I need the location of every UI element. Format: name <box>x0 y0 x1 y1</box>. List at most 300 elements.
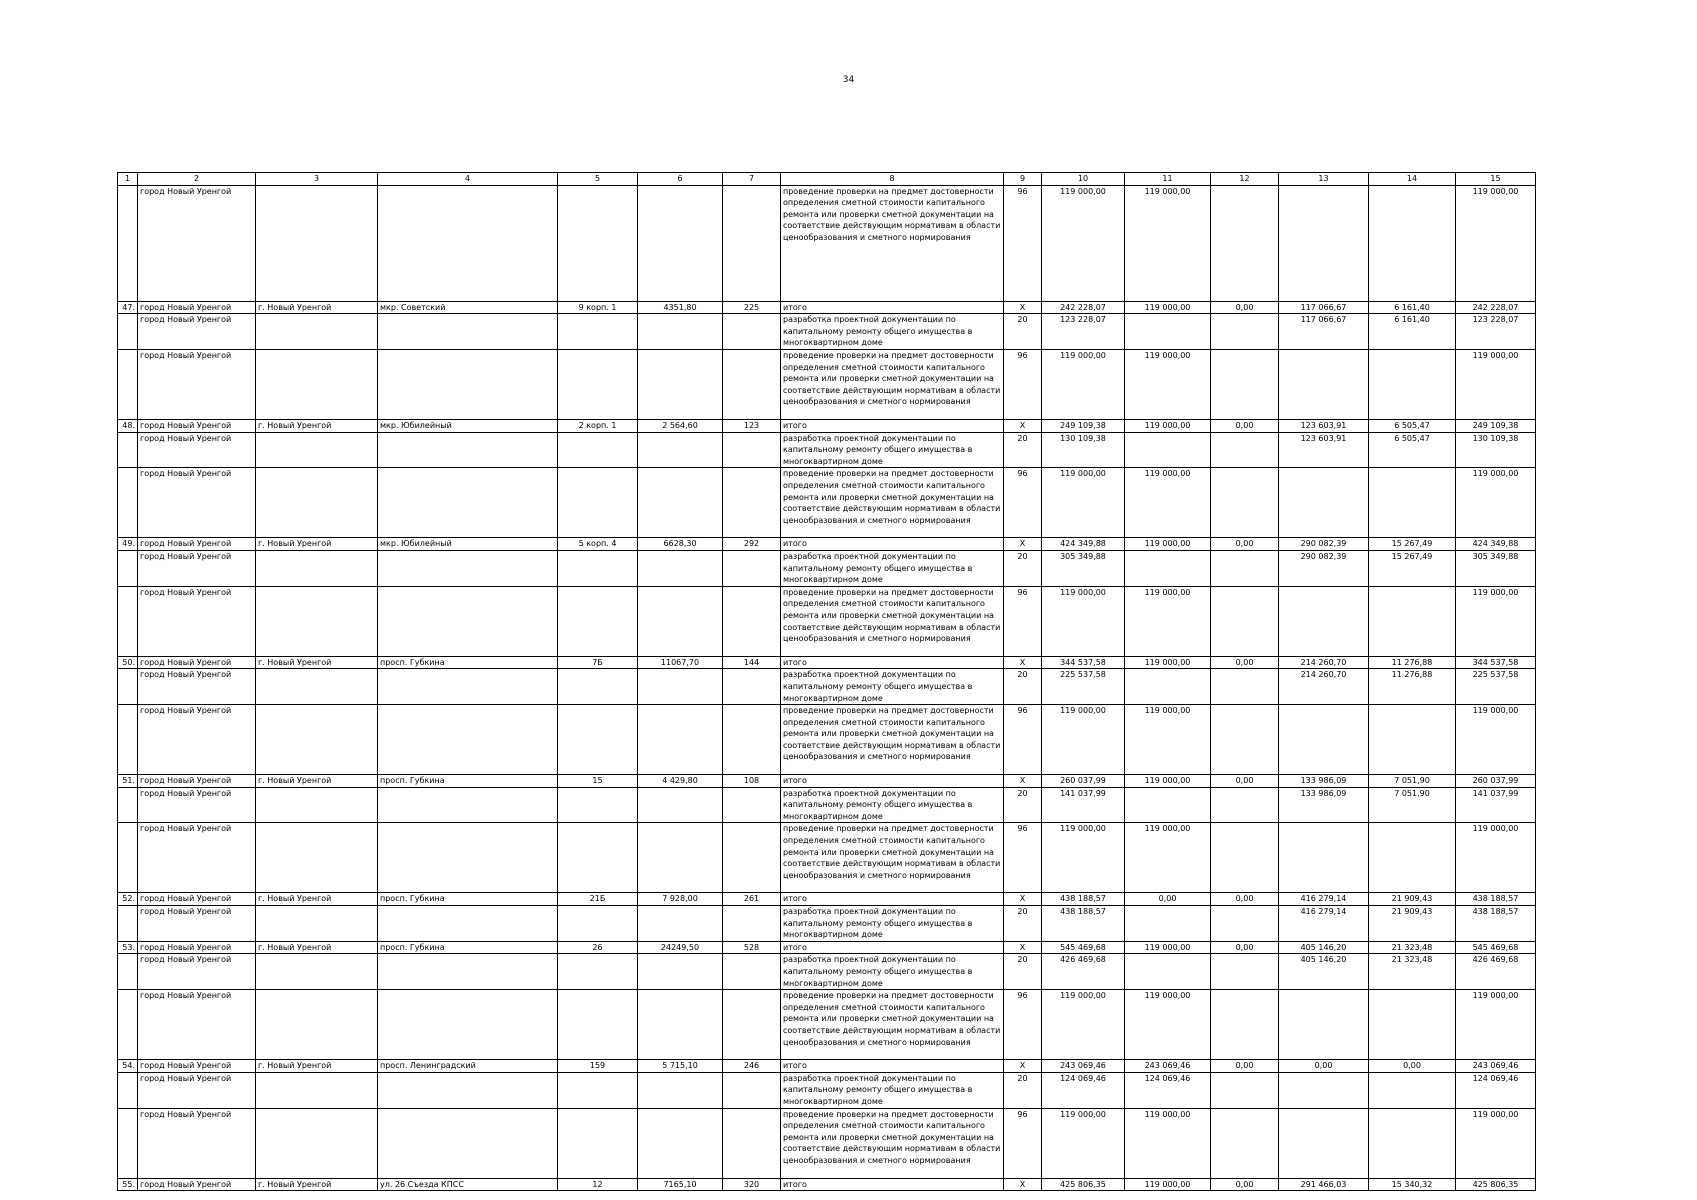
owners-cell: 6 161,40 <box>1369 301 1456 314</box>
residents-cell: 528 <box>723 941 781 954</box>
house-number-cell <box>558 787 638 823</box>
work-row <box>118 787 1536 823</box>
settlement-cell: г. Новый Уренгой <box>256 656 378 669</box>
residents-cell: 225 <box>723 301 781 314</box>
work-row <box>118 1108 1536 1178</box>
code-cell: 96 <box>1004 349 1042 419</box>
owners-cell: 6 161,40 <box>1369 314 1456 350</box>
code-cell: X <box>1004 775 1042 788</box>
work-type-cell: проведение проверки на предмет достоверности определения сметной стоимости капитального ремонта или проверки сметной документации на соответствие действующим нормативам в области ценообразования и сметного нормирования <box>781 1108 1004 1178</box>
residents-cell <box>723 906 781 942</box>
fund-cell: 117 066,67 <box>1279 314 1369 350</box>
total-cost-cell: 124 069,46 <box>1042 1072 1125 1108</box>
total-cost-cell: 141 037,99 <box>1042 787 1125 823</box>
total-cost-cell: 123 228,07 <box>1042 314 1125 350</box>
sum-cell: 426 469,68 <box>1456 954 1536 990</box>
work-type-cell: проведение проверки на предмет достоверности определения сметной стоимости капитального ремонта или проверки сметной документации на соответствие действующим нормативам в области ценообразования и сметного нормирования <box>781 468 1004 538</box>
area-cell <box>638 468 723 538</box>
house-number-cell <box>558 586 638 656</box>
residents-cell <box>723 550 781 586</box>
settlement-cell <box>256 705 378 775</box>
code-cell: X <box>1004 538 1042 551</box>
budget-cell <box>1125 954 1211 990</box>
residents-cell <box>723 468 781 538</box>
fund-cell <box>1279 990 1369 1060</box>
area-cell <box>638 705 723 775</box>
settlement-cell: г. Новый Уренгой <box>256 538 378 551</box>
row-number-cell <box>118 669 138 705</box>
area-cell <box>638 906 723 942</box>
street-cell: просп. Губкина <box>378 775 558 788</box>
street-cell <box>378 314 558 350</box>
house-number-cell: 5 корп. 4 <box>558 538 638 551</box>
row-number-cell <box>118 954 138 990</box>
work-type-cell: разработка проектной документации по капитальному ремонту общего имущества в многоквартирном доме <box>781 954 1004 990</box>
street-cell <box>378 906 558 942</box>
other-funds-cell <box>1211 954 1279 990</box>
owners-cell <box>1369 468 1456 538</box>
street-cell <box>378 349 558 419</box>
sum-cell: 119 000,00 <box>1456 990 1536 1060</box>
municipality-cell: город Новый Уренгой <box>138 419 256 432</box>
fund-cell <box>1279 468 1369 538</box>
header-cell: 3 <box>256 173 378 186</box>
residents-cell: 108 <box>723 775 781 788</box>
municipality-cell: город Новый Уренгой <box>138 990 256 1060</box>
municipality-cell: город Новый Уренгой <box>138 432 256 468</box>
work-type-cell: проведение проверки на предмет достоверности определения сметной стоимости капитального ремонта или проверки сметной документации на соответствие действующим нормативам в области ценообразования и сметного нормирования <box>781 990 1004 1060</box>
residents-cell <box>723 669 781 705</box>
code-cell: X <box>1004 419 1042 432</box>
total-cost-cell: 424 349,88 <box>1042 538 1125 551</box>
budget-cell: 119 000,00 <box>1125 941 1211 954</box>
area-cell <box>638 954 723 990</box>
row-number-cell <box>118 314 138 350</box>
municipality-cell: город Новый Уренгой <box>138 705 256 775</box>
code-cell: 20 <box>1004 1072 1042 1108</box>
row-number-cell <box>118 349 138 419</box>
sum-cell: 141 037,99 <box>1456 787 1536 823</box>
total-cost-cell: 243 069,46 <box>1042 1060 1125 1073</box>
budget-cell <box>1125 906 1211 942</box>
row-number-cell: 55. <box>118 1178 138 1191</box>
residents-cell <box>723 1072 781 1108</box>
street-cell <box>378 185 558 301</box>
residents-cell <box>723 1108 781 1178</box>
total-cost-cell: 425 806,35 <box>1042 1178 1125 1191</box>
budget-cell <box>1125 550 1211 586</box>
code-cell: 20 <box>1004 906 1042 942</box>
municipality-cell: город Новый Уренгой <box>138 954 256 990</box>
area-cell <box>638 349 723 419</box>
fund-cell <box>1279 349 1369 419</box>
other-funds-cell <box>1211 705 1279 775</box>
total-row <box>118 1060 1536 1073</box>
residents-cell <box>723 586 781 656</box>
budget-cell: 0,00 <box>1125 893 1211 906</box>
capital-repair-table-container <box>117 172 1536 1191</box>
fund-cell: 405 146,20 <box>1279 954 1369 990</box>
other-funds-cell <box>1211 1072 1279 1108</box>
budget-cell <box>1125 314 1211 350</box>
total-cost-cell: 242 228,07 <box>1042 301 1125 314</box>
work-type-cell: проведение проверки на предмет достоверности определения сметной стоимости капитального ремонта или проверки сметной документации на соответствие действующим нормативам в области ценообразования и сметного нормирования <box>781 349 1004 419</box>
area-cell: 4 429,80 <box>638 775 723 788</box>
fund-cell: 214 260,70 <box>1279 669 1369 705</box>
area-cell: 6628,30 <box>638 538 723 551</box>
row-number-cell <box>118 1108 138 1178</box>
code-cell: X <box>1004 1060 1042 1073</box>
work-row <box>118 990 1536 1060</box>
work-type-cell: проведение проверки на предмет достоверности определения сметной стоимости капитального ремонта или проверки сметной документации на соответствие действующим нормативам в области ценообразования и сметного нормирования <box>781 586 1004 656</box>
header-cell: 10 <box>1042 173 1125 186</box>
work-row <box>118 432 1536 468</box>
work-type-cell: разработка проектной документации по капитальному ремонту общего имущества в многоквартирном доме <box>781 1072 1004 1108</box>
residents-cell <box>723 432 781 468</box>
sum-cell: 438 188,57 <box>1456 893 1536 906</box>
total-cost-cell: 119 000,00 <box>1042 349 1125 419</box>
header-cell: 1 <box>118 173 138 186</box>
budget-cell <box>1125 432 1211 468</box>
budget-cell: 119 000,00 <box>1125 468 1211 538</box>
header-cell: 7 <box>723 173 781 186</box>
area-cell <box>638 787 723 823</box>
code-cell: 96 <box>1004 823 1042 893</box>
settlement-cell: г. Новый Уренгой <box>256 301 378 314</box>
row-number-cell: 50. <box>118 656 138 669</box>
budget-cell: 243 069,46 <box>1125 1060 1211 1073</box>
municipality-cell: город Новый Уренгой <box>138 185 256 301</box>
house-number-cell: 2 корп. 1 <box>558 419 638 432</box>
settlement-cell <box>256 468 378 538</box>
row-number-cell <box>118 990 138 1060</box>
settlement-cell <box>256 314 378 350</box>
work-row <box>118 468 1536 538</box>
code-cell: 96 <box>1004 586 1042 656</box>
code-cell: 20 <box>1004 669 1042 705</box>
area-cell <box>638 990 723 1060</box>
header-cell: 15 <box>1456 173 1536 186</box>
code-cell: 20 <box>1004 550 1042 586</box>
work-type-cell: разработка проектной документации по капитальному ремонту общего имущества в многоквартирном доме <box>781 906 1004 942</box>
area-cell <box>638 586 723 656</box>
fund-cell: 416 279,14 <box>1279 893 1369 906</box>
sum-cell: 425 806,35 <box>1456 1178 1536 1191</box>
other-funds-cell <box>1211 1108 1279 1178</box>
total-row <box>118 419 1536 432</box>
work-row <box>118 823 1536 893</box>
work-type-cell: проведение проверки на предмет достоверности определения сметной стоимости капитального ремонта или проверки сметной документации на соответствие действующим нормативам в области ценообразования и сметного нормирования <box>781 705 1004 775</box>
street-cell <box>378 823 558 893</box>
sum-cell: 119 000,00 <box>1456 349 1536 419</box>
row-number-cell: 48. <box>118 419 138 432</box>
other-funds-cell: 0,00 <box>1211 1178 1279 1191</box>
settlement-cell: г. Новый Уренгой <box>256 1060 378 1073</box>
municipality-cell: город Новый Уренгой <box>138 538 256 551</box>
house-number-cell <box>558 669 638 705</box>
fund-cell: 123 603,91 <box>1279 432 1369 468</box>
owners-cell: 15 267,49 <box>1369 550 1456 586</box>
residents-cell: 292 <box>723 538 781 551</box>
area-cell: 7 928,00 <box>638 893 723 906</box>
sum-cell: 124 069,46 <box>1456 1072 1536 1108</box>
total-cost-cell: 130 109,38 <box>1042 432 1125 468</box>
fund-cell <box>1279 705 1369 775</box>
budget-cell: 119 000,00 <box>1125 1178 1211 1191</box>
fund-cell <box>1279 1108 1369 1178</box>
owners-cell: 15 340,32 <box>1369 1178 1456 1191</box>
row-number-cell <box>118 823 138 893</box>
total-cost-cell: 119 000,00 <box>1042 185 1125 301</box>
municipality-cell: город Новый Уренгой <box>138 586 256 656</box>
total-cost-cell: 119 000,00 <box>1042 823 1125 893</box>
work-type-cell: итого <box>781 419 1004 432</box>
work-type-cell: проведение проверки на предмет достоверности определения сметной стоимости капитального ремонта или проверки сметной документации на соответствие действующим нормативам в области ценообразования и сметного нормирования <box>781 823 1004 893</box>
area-cell: 11067,70 <box>638 656 723 669</box>
budget-cell: 119 000,00 <box>1125 419 1211 432</box>
other-funds-cell: 0,00 <box>1211 941 1279 954</box>
owners-cell <box>1369 586 1456 656</box>
total-cost-cell: 249 109,38 <box>1042 419 1125 432</box>
house-number-cell <box>558 906 638 942</box>
total-cost-cell: 260 037,99 <box>1042 775 1125 788</box>
work-type-cell: итого <box>781 1178 1004 1191</box>
settlement-cell <box>256 349 378 419</box>
street-cell: мкр. Юбилейный <box>378 419 558 432</box>
municipality-cell: город Новый Уренгой <box>138 1060 256 1073</box>
other-funds-cell: 0,00 <box>1211 893 1279 906</box>
other-funds-cell <box>1211 990 1279 1060</box>
house-number-cell <box>558 705 638 775</box>
owners-cell: 21 909,43 <box>1369 893 1456 906</box>
owners-cell <box>1369 1108 1456 1178</box>
residents-cell <box>723 314 781 350</box>
other-funds-cell <box>1211 550 1279 586</box>
other-funds-cell <box>1211 787 1279 823</box>
house-number-cell <box>558 550 638 586</box>
total-cost-cell: 438 188,57 <box>1042 906 1125 942</box>
work-row <box>118 185 1536 301</box>
municipality-cell: город Новый Уренгой <box>138 314 256 350</box>
fund-cell: 0,00 <box>1279 1060 1369 1073</box>
house-number-cell <box>558 185 638 301</box>
work-type-cell: итого <box>781 301 1004 314</box>
work-row <box>118 586 1536 656</box>
column-number-row <box>118 173 1536 186</box>
municipality-cell: город Новый Уренгой <box>138 893 256 906</box>
total-cost-cell: 225 537,58 <box>1042 669 1125 705</box>
owners-cell: 21 323,48 <box>1369 941 1456 954</box>
settlement-cell <box>256 432 378 468</box>
total-cost-cell: 426 469,68 <box>1042 954 1125 990</box>
row-number-cell <box>118 586 138 656</box>
sum-cell: 119 000,00 <box>1456 185 1536 301</box>
header-cell: 4 <box>378 173 558 186</box>
total-row <box>118 301 1536 314</box>
owners-cell: 7 051,90 <box>1369 787 1456 823</box>
area-cell: 24249,50 <box>638 941 723 954</box>
budget-cell: 119 000,00 <box>1125 775 1211 788</box>
area-cell <box>638 550 723 586</box>
settlement-cell <box>256 823 378 893</box>
residents-cell: 320 <box>723 1178 781 1191</box>
street-cell: просп. Ленинградский <box>378 1060 558 1073</box>
fund-cell: 133 986,09 <box>1279 787 1369 823</box>
house-number-cell <box>558 314 638 350</box>
work-row <box>118 705 1536 775</box>
sum-cell: 260 037,99 <box>1456 775 1536 788</box>
other-funds-cell: 0,00 <box>1211 775 1279 788</box>
fund-cell: 405 146,20 <box>1279 941 1369 954</box>
code-cell: 96 <box>1004 990 1042 1060</box>
total-row <box>118 775 1536 788</box>
area-cell <box>638 432 723 468</box>
code-cell: 20 <box>1004 432 1042 468</box>
house-number-cell: 12 <box>558 1178 638 1191</box>
municipality-cell: город Новый Уренгой <box>138 906 256 942</box>
header-cell: 14 <box>1369 173 1456 186</box>
fund-cell: 291 466,03 <box>1279 1178 1369 1191</box>
row-number-cell <box>118 787 138 823</box>
sum-cell: 119 000,00 <box>1456 1108 1536 1178</box>
code-cell: 96 <box>1004 1108 1042 1178</box>
work-type-cell: разработка проектной документации по капитальному ремонту общего имущества в многоквартирном доме <box>781 669 1004 705</box>
budget-cell: 119 000,00 <box>1125 823 1211 893</box>
owners-cell: 6 505,47 <box>1369 419 1456 432</box>
row-number-cell <box>118 705 138 775</box>
house-number-cell: 26 <box>558 941 638 954</box>
total-cost-cell: 119 000,00 <box>1042 1108 1125 1178</box>
street-cell <box>378 954 558 990</box>
row-number-cell: 51. <box>118 775 138 788</box>
fund-cell: 214 260,70 <box>1279 656 1369 669</box>
work-type-cell: итого <box>781 1060 1004 1073</box>
municipality-cell: город Новый Уренгой <box>138 669 256 705</box>
other-funds-cell <box>1211 314 1279 350</box>
sum-cell: 225 537,58 <box>1456 669 1536 705</box>
area-cell <box>638 1108 723 1178</box>
work-row <box>118 349 1536 419</box>
budget-cell: 119 000,00 <box>1125 586 1211 656</box>
municipality-cell: город Новый Уренгой <box>138 941 256 954</box>
header-cell: 6 <box>638 173 723 186</box>
total-row <box>118 538 1536 551</box>
work-type-cell: разработка проектной документации по капитальному ремонту общего имущества в многоквартирном доме <box>781 314 1004 350</box>
total-row <box>118 1178 1536 1191</box>
budget-cell: 119 000,00 <box>1125 705 1211 775</box>
house-number-cell <box>558 432 638 468</box>
house-number-cell <box>558 1108 638 1178</box>
house-number-cell <box>558 823 638 893</box>
street-cell <box>378 1072 558 1108</box>
work-row <box>118 954 1536 990</box>
street-cell <box>378 586 558 656</box>
municipality-cell: город Новый Уренгой <box>138 823 256 893</box>
owners-cell <box>1369 349 1456 419</box>
sum-cell: 545 469,68 <box>1456 941 1536 954</box>
other-funds-cell <box>1211 669 1279 705</box>
other-funds-cell <box>1211 823 1279 893</box>
residents-cell <box>723 954 781 990</box>
total-cost-cell: 119 000,00 <box>1042 468 1125 538</box>
row-number-cell: 53. <box>118 941 138 954</box>
code-cell: 20 <box>1004 787 1042 823</box>
work-row <box>118 550 1536 586</box>
code-cell: X <box>1004 1178 1042 1191</box>
other-funds-cell <box>1211 349 1279 419</box>
house-number-cell <box>558 349 638 419</box>
municipality-cell: город Новый Уренгой <box>138 301 256 314</box>
house-number-cell: 9 корп. 1 <box>558 301 638 314</box>
municipality-cell: город Новый Уренгой <box>138 1108 256 1178</box>
capital-repair-table <box>117 172 1536 1191</box>
sum-cell: 438 188,57 <box>1456 906 1536 942</box>
owners-cell: 15 267,49 <box>1369 538 1456 551</box>
total-row <box>118 656 1536 669</box>
table-body <box>118 185 1536 1191</box>
street-cell <box>378 468 558 538</box>
settlement-cell <box>256 185 378 301</box>
sum-cell: 123 228,07 <box>1456 314 1536 350</box>
row-number-cell <box>118 185 138 301</box>
residents-cell <box>723 990 781 1060</box>
owners-cell <box>1369 990 1456 1060</box>
settlement-cell: г. Новый Уренгой <box>256 775 378 788</box>
municipality-cell: город Новый Уренгой <box>138 468 256 538</box>
street-cell <box>378 669 558 705</box>
area-cell <box>638 185 723 301</box>
owners-cell: 11 276,88 <box>1369 656 1456 669</box>
residents-cell: 261 <box>723 893 781 906</box>
residents-cell <box>723 823 781 893</box>
work-row <box>118 906 1536 942</box>
street-cell: ул. 26 Съезда КПСС <box>378 1178 558 1191</box>
municipality-cell: город Новый Уренгой <box>138 349 256 419</box>
owners-cell <box>1369 823 1456 893</box>
fund-cell: 117 066,67 <box>1279 301 1369 314</box>
page-number: 34 <box>842 75 855 85</box>
owners-cell: 21 909,43 <box>1369 906 1456 942</box>
other-funds-cell <box>1211 906 1279 942</box>
sum-cell: 344 537,58 <box>1456 656 1536 669</box>
total-cost-cell: 305 349,88 <box>1042 550 1125 586</box>
sum-cell: 305 349,88 <box>1456 550 1536 586</box>
house-number-cell: 21Б <box>558 893 638 906</box>
other-funds-cell <box>1211 185 1279 301</box>
sum-cell: 119 000,00 <box>1456 468 1536 538</box>
area-cell <box>638 669 723 705</box>
work-type-cell: разработка проектной документации по капитальному ремонту общего имущества в многоквартирном доме <box>781 432 1004 468</box>
house-number-cell: 159 <box>558 1060 638 1073</box>
owners-cell: 21 323,48 <box>1369 954 1456 990</box>
fund-cell <box>1279 185 1369 301</box>
total-row <box>118 941 1536 954</box>
sum-cell: 243 069,46 <box>1456 1060 1536 1073</box>
house-number-cell <box>558 1072 638 1108</box>
settlement-cell <box>256 586 378 656</box>
row-number-cell <box>118 1072 138 1108</box>
fund-cell: 290 082,39 <box>1279 538 1369 551</box>
municipality-cell: город Новый Уренгой <box>138 775 256 788</box>
residents-cell <box>723 349 781 419</box>
residents-cell: 123 <box>723 419 781 432</box>
owners-cell: 6 505,47 <box>1369 432 1456 468</box>
settlement-cell <box>256 990 378 1060</box>
row-number-cell <box>118 906 138 942</box>
row-number-cell <box>118 550 138 586</box>
other-funds-cell: 0,00 <box>1211 656 1279 669</box>
budget-cell: 119 000,00 <box>1125 349 1211 419</box>
